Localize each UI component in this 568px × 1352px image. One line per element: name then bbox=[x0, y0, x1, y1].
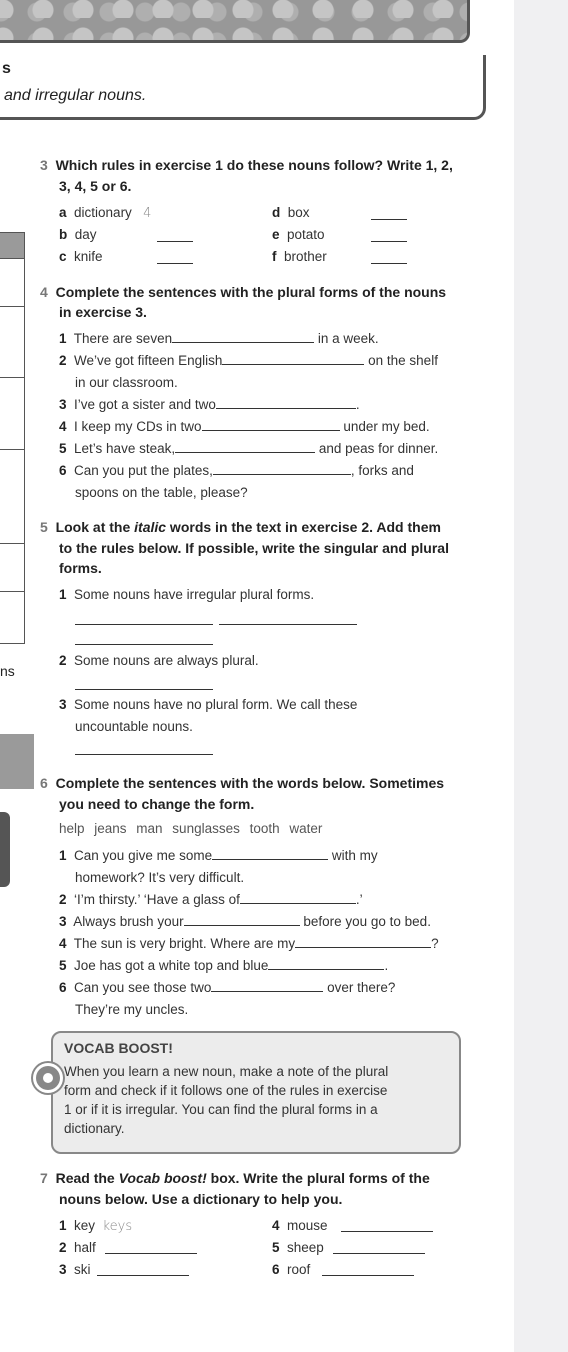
ex6-item-5: 5 Joe has got a white top and blue . bbox=[59, 958, 389, 973]
ex6-blank-3[interactable] bbox=[184, 913, 300, 926]
ex5-blank-3[interactable] bbox=[75, 742, 213, 755]
ex6-blank-5[interactable] bbox=[268, 957, 384, 970]
ex7-item-3: 3 ski bbox=[59, 1262, 91, 1277]
ex7-blank-5[interactable] bbox=[333, 1241, 425, 1254]
ex5-item-1: 1 Some nouns have irregular plural forms. bbox=[59, 587, 315, 602]
section-subtitle: and irregular nouns. bbox=[4, 87, 147, 104]
ex4-blank-4[interactable] bbox=[202, 418, 340, 431]
ex3-blank-d[interactable] bbox=[371, 207, 407, 220]
ex4-blank-2[interactable] bbox=[222, 352, 364, 365]
header-banner bbox=[0, 0, 470, 43]
ex4-item-2-cont: in our classroom. bbox=[75, 375, 178, 390]
vocab-boost-title: VOCAB BOOST! bbox=[64, 1040, 173, 1056]
ex5-heading-3: forms. bbox=[59, 560, 102, 576]
ex3-item-a: a dictionary 4 bbox=[59, 205, 152, 221]
ex7-item-5: 5 sheep bbox=[272, 1240, 324, 1255]
ex6-heading: 6 Complete the sentences with the words below. Sometimes bbox=[40, 775, 445, 791]
ex3-heading: 3 Which rules in exercise 1 do these nouns follow? Write 1, 2, bbox=[40, 157, 453, 173]
ex6-item-6-cont: They’re my uncles. bbox=[75, 1002, 189, 1017]
ex7-blank-4[interactable] bbox=[341, 1219, 433, 1232]
ex5-item-3: 3 Some nouns have no plural form. We call these bbox=[59, 697, 358, 712]
ex7-blank-3[interactable] bbox=[97, 1263, 189, 1276]
side-image bbox=[0, 734, 34, 789]
side-text: ns bbox=[0, 663, 15, 679]
ex5-heading-2: to the rules below. If possible, write the singular and plural bbox=[59, 540, 449, 556]
ex6-item-1: 1 Can you give me some with my bbox=[59, 848, 378, 863]
ex4-item-1: 1 There are seven in a week. bbox=[59, 331, 379, 346]
ex4-blank-3[interactable] bbox=[216, 396, 356, 409]
ex3-item-d: d box bbox=[272, 205, 310, 220]
ex5-blank-1b[interactable] bbox=[219, 612, 357, 625]
ex4-item-2: 2 We’ve got fifteen English on the shelf bbox=[59, 353, 438, 368]
vocab-boost-text: When you learn a new noun, make a note of the plural form and check if it follows one of the rules in exercise 1 or if it is irregular. You can find the plural forms in a dictionary. bbox=[64, 1064, 389, 1136]
ex6-item-2: 2 ‘I’m thirsty.’ ‘Have a glass of .’ bbox=[59, 892, 363, 907]
ex7-heading: 7 Read the Vocab boost! box. Write the plural forms of the bbox=[40, 1170, 430, 1186]
ex7-item-2: 2 half bbox=[59, 1240, 96, 1255]
ex4-item-5: 5 Let’s have steak, and peas for dinner. bbox=[59, 441, 439, 456]
gear-icon bbox=[36, 1066, 60, 1090]
ex6-word-bank: help jeans man sunglasses tooth water bbox=[59, 821, 323, 836]
ex7-answer-1[interactable]: keys bbox=[102, 1219, 133, 1234]
ex4-blank-1[interactable] bbox=[172, 330, 314, 343]
ex3-blank-f[interactable] bbox=[371, 251, 407, 264]
side-photo bbox=[0, 812, 10, 887]
ex4-heading-2: in exercise 3. bbox=[59, 304, 147, 320]
ex6-blank-6[interactable] bbox=[211, 979, 323, 992]
page-edge bbox=[514, 0, 568, 1352]
ex6-blank-4[interactable] bbox=[295, 935, 431, 948]
ex4-item-6: 6 Can you put the plates, , forks and bbox=[59, 463, 414, 478]
ex4-item-6-cont: spoons on the table, please? bbox=[75, 485, 248, 500]
ex4-blank-6[interactable] bbox=[213, 462, 351, 475]
ex7-blank-2[interactable] bbox=[105, 1241, 197, 1254]
ex7-item-4: 4 mouse bbox=[272, 1218, 328, 1233]
ex4-item-3: 3 I’ve got a sister and two . bbox=[59, 397, 360, 412]
ex6-item-3: 3 Always brush your before you go to bed. bbox=[59, 914, 431, 929]
ex6-heading-2: you need to change the form. bbox=[59, 796, 255, 812]
ex3-item-b: b day bbox=[59, 227, 97, 242]
ex3-blank-e[interactable] bbox=[371, 229, 407, 242]
ex4-heading: 4 Complete the sentences with the plural forms of the nouns bbox=[40, 284, 447, 300]
ex7-blank-6[interactable] bbox=[322, 1263, 414, 1276]
ex4-blank-5[interactable] bbox=[175, 440, 315, 453]
ex5-blank-1c[interactable] bbox=[75, 632, 213, 645]
ex5-item-3-cont: uncountable nouns. bbox=[75, 719, 193, 734]
ex3-item-e: e potato bbox=[272, 227, 325, 242]
ex5-heading: 5 Look at the italic words in the text in exercise 2. Add them bbox=[40, 519, 441, 535]
ex7-item-6: 6 roof bbox=[272, 1262, 311, 1277]
ex7-item-1: 1 key keys bbox=[59, 1218, 133, 1234]
ex3-item-f: f brother bbox=[272, 249, 327, 264]
ex6-item-6: 6 Can you see those two over there? bbox=[59, 980, 396, 995]
ex3-blank-c[interactable] bbox=[157, 251, 193, 264]
ex3-heading-2: 3, 4, 5 or 6. bbox=[59, 178, 132, 194]
ex6-blank-1[interactable] bbox=[212, 847, 328, 860]
ex3-item-c: c knife bbox=[59, 249, 103, 264]
ex7-heading-2: nouns below. Use a dictionary to help you. bbox=[59, 1191, 343, 1207]
ex5-blank-2[interactable] bbox=[75, 677, 213, 690]
ex5-blank-1a[interactable] bbox=[75, 612, 213, 625]
ex4-item-4: 4 I keep my CDs in two under my bed. bbox=[59, 419, 430, 434]
ex5-item-2: 2 Some nouns are always plural. bbox=[59, 653, 259, 668]
side-table bbox=[0, 232, 25, 644]
ex6-item-1-cont: homework? It’s very difficult. bbox=[75, 870, 245, 885]
ex6-blank-2[interactable] bbox=[240, 891, 356, 904]
ex3-answer-a[interactable]: 4 bbox=[143, 206, 152, 221]
ex3-blank-b[interactable] bbox=[157, 229, 193, 242]
section-mark: s bbox=[2, 60, 11, 77]
ex6-item-4: 4 The sun is very bright. Where are my ? bbox=[59, 936, 439, 951]
